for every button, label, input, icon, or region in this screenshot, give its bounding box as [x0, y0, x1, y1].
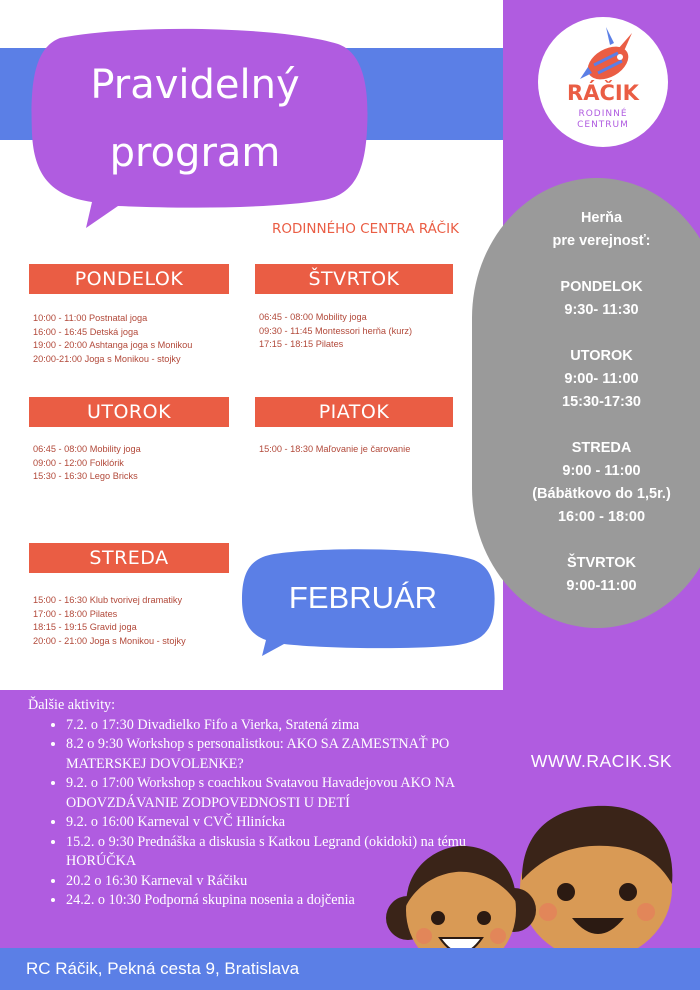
month-label: FEBRUÁR — [288, 580, 438, 615]
logo-line2: CENTRUM — [577, 120, 629, 130]
herna-heading2: pre verejnosť: — [552, 233, 651, 249]
herna-time: (Bábätkovo do 1,5r.) — [532, 486, 671, 502]
list-item: • 24.2. o 10:30 Podporná skupina nosenia a dojčenia — [66, 891, 498, 911]
activities-heading: Ďalšie aktivity: — [28, 697, 116, 713]
day-header-piatok: PIATOK — [255, 397, 453, 427]
schedule-item: 10:00 - 11:00 Postnatal joga — [33, 313, 148, 323]
herna-day: STREDA — [571, 440, 632, 456]
list-item: • 9.2. o 16:00 Karneval v CVČ Hlinícka — [66, 813, 498, 833]
herna-time: 9:00-11:00 — [566, 578, 637, 594]
logo-line1: RODINNÉ — [578, 109, 628, 119]
schedule-item: 06:45 - 08:00 Mobility joga — [33, 444, 141, 454]
schedule-item: 15:30 - 16:30 Lego Bricks — [33, 471, 138, 481]
list-item: • 8.2 o 9:30 Workshop s personalistkou: AKO SA ZAMESTNAŤ PO MATERSKEJ DOVOLENKE? — [66, 735, 498, 774]
schedule-item: 20:00-21:00 Joga s Monikou - stojky — [33, 353, 181, 364]
schedule-item: 17:15 - 18:15 Pilates — [259, 339, 344, 349]
day-header-stvrtok: ŠTVRTOK — [255, 264, 453, 294]
title-line2: program — [109, 130, 281, 176]
schedule-item: 06:45 - 08:00 Mobility joga — [259, 312, 367, 322]
schedule-utorok — [33, 443, 141, 484]
herna-day: ŠTVRTOK — [566, 555, 637, 571]
list-item: • 20.2 o 16:30 Karneval v Ráčiku — [66, 872, 498, 892]
herna-day: UTOROK — [570, 348, 633, 364]
lobster-logo-icon — [570, 23, 640, 87]
logo-name: RÁČIK — [567, 81, 639, 105]
website-link[interactable]: WWW.RACIK.SK — [530, 751, 673, 771]
schedule-item: 19:00 - 20:00 Ashtanga joga s Monikou — [33, 340, 193, 350]
list-item: • 15.2. o 9:30 Prednáška a diskusia s Katkou Legrand (okidoki) na tému HORÚČKA — [66, 833, 498, 872]
schedule-stvrtok — [259, 311, 412, 352]
herna-time: 9:00 - 11:00 — [562, 463, 641, 479]
schedule-item: 18:15 - 19:15 Gravid joga — [33, 622, 137, 632]
day-header-pondelok: PONDELOK — [29, 264, 229, 294]
schedule-item: 15:00 - 16:30 Klub tvorivej dramatiky — [33, 595, 183, 605]
schedule-item: 09:00 - 12:00 Folklórik — [33, 457, 124, 468]
schedule-item: 17:00 - 18:00 Pilates — [33, 608, 118, 619]
schedule-item: 20:00 - 21:00 Joga s Monikou - stojky — [33, 635, 186, 646]
day-header-utorok: UTOROK — [29, 397, 229, 427]
subtitle: RODINNÉHO CENTRA RÁČIK — [272, 221, 459, 237]
schedule-item: 16:00 - 16:45 Detská joga — [33, 326, 139, 337]
logo — [538, 17, 668, 147]
schedule-pondelok — [33, 312, 192, 366]
herna-time: 15:30-17:30 — [562, 394, 641, 410]
schedule-item: 09:30 - 11:45 Montessori herňa (kurz) — [259, 325, 413, 336]
herna-schedule — [503, 207, 700, 598]
day-header-streda: STREDA — [29, 543, 229, 573]
herna-day: PONDELOK — [560, 279, 643, 295]
herna-time: 16:00 - 18:00 — [557, 509, 646, 525]
list-item: • 7.2. o 17:30 Divadielko Fifo a Vierka, Sratená zima — [66, 716, 498, 736]
herna-time: 9:30- 11:30 — [564, 302, 639, 318]
list-item: • 9.2. o 17:00 Workshop s coachkou Svatavou Havadejovou AKO NA ODOVZDÁVANIE ZODPOVEDNOSTI U DETÍ — [66, 774, 498, 813]
title-line1: Pravidelný — [90, 62, 300, 108]
herna-heading1: Herňa — [580, 210, 623, 226]
herna-time: 9:00- 11:00 — [564, 371, 639, 387]
schedule-piatok — [259, 443, 410, 457]
schedule-item: 15:00 - 18:30 Maľovanie je čarovanie — [259, 444, 411, 454]
footer-address: RC Ráčik, Pekná cesta 9, Bratislava — [26, 959, 300, 978]
schedule-streda — [33, 594, 186, 648]
